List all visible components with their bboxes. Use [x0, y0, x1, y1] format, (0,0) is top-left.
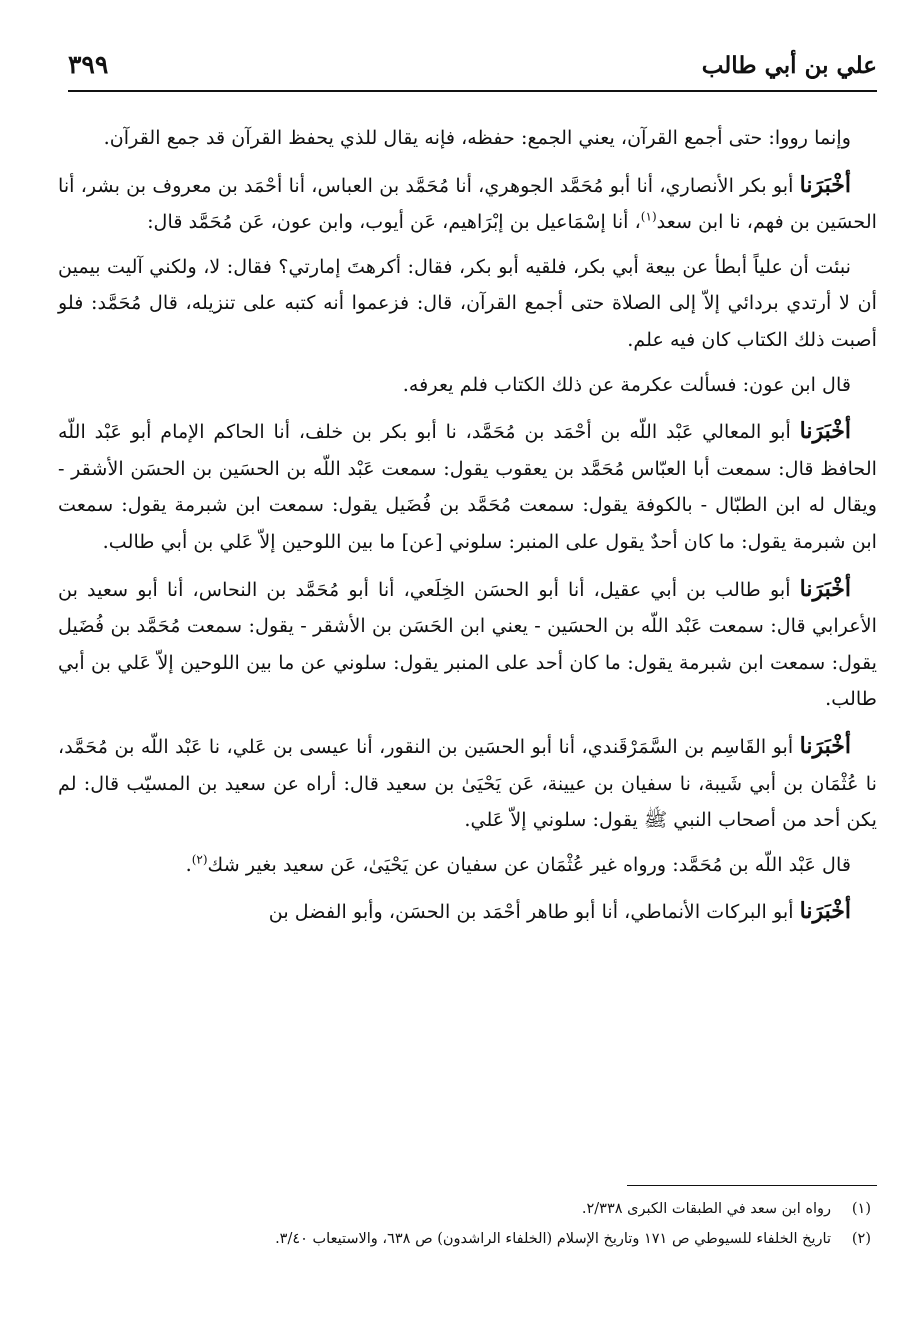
footnote-number: (١): [851, 1201, 871, 1217]
footnote-divider: [627, 1185, 877, 1186]
footnote-text: رواه ابن سعد في الطبقات الكبرى ٢/٣٣٨.: [581, 1201, 831, 1217]
narration-paragraph: [58, 728, 877, 839]
paragraph-text: نبئت أن علياً أبطأ عن بيعة أبي بكر، فلقيه أبو بكر، فقال: أكرهتَ إمارتي؟ فقال: لا، ولكني آليت بيمين أن لا أرتدي بردائي إلاّ إلى الصلاة حتى أجمع القرآن، قال: فزعموا أنه كتبه على تنزيله، قال مُحَمَّد: فلو أصبت ذلك الكتاب كان فيه علم.: [58, 254, 877, 351]
paragraph: [58, 847, 877, 884]
paragraph-text: أبو بكر الأنصاري، أنا أبو مُحَمَّد الجوهري، أنا مُحَمَّد بن العباس، أنا أحْمَد بن معروف بن بشر، أنا الحسَين بن فهم، نا ابن سعد: [58, 173, 877, 234]
footnote-item: [58, 1194, 871, 1224]
narration-paragraph: [58, 413, 877, 560]
paragraph-text: أبو البركات الأنماطي، أنا أبو طاهر أحْمَد بن الحسَن، وأبو الفضل بن: [268, 900, 800, 924]
footnote-item: [58, 1224, 871, 1254]
paragraph-text: ، أنا إسْمَاعيل بن إبْرَاهيم، عَن أيوب، وابن عون، عَن مُحَمَّد قال:: [147, 210, 641, 234]
paragraph-text: .: [185, 852, 192, 876]
paragraph-text: قال عَبْد اللّه بن مُحَمَّد: ورواه غير عُثْمَان عن سفيان عن يَحْيَىٰ، عَن سعيد بغير شك: [207, 852, 851, 876]
page-number: ٣٩٩: [68, 50, 109, 79]
paragraph: [58, 367, 877, 404]
footnote-number: (٢): [851, 1231, 871, 1247]
narration-lead-word: أخْبَرَنا: [799, 418, 851, 445]
narration-lead-word: أخْبَرَنا: [799, 575, 851, 602]
narration-paragraph: [58, 167, 877, 241]
page-header: [68, 46, 877, 92]
narration-lead-word: أخْبَرَنا: [799, 171, 851, 198]
narration-lead-word: أخْبَرَنا: [799, 898, 851, 925]
paragraph: [58, 120, 877, 157]
paragraph-text: أبو طالب بن أبي عقيل، أنا أبو الحسَن الخِلَعي، أنا أبو مُحَمَّد بن النحاس، أنا أبو سعيد بن الأعرابي قال: سمعت عَبْد اللّه بن الحسَين - يعني ابن الحَسَن بن الأشقر - يقول: سمعت مُحَمَّد بن فُضَيل يقول: سمعت ابن شبرمة يقول: ما كان أحد على المنبر يقول: سلوني عن ما بين اللوحين إلاّ عَلي بن أبي طالب.: [58, 577, 877, 711]
paragraph: [58, 249, 877, 359]
narration-paragraph: [58, 571, 877, 718]
narration-lead-word: أخْبَرَنا: [799, 732, 851, 759]
footnotes: [58, 1194, 871, 1254]
footnote-text: تاريخ الخلفاء للسيوطي ص ١٧١ وتاريخ الإسلام (الخلفاء الراشدون) ص ٦٣٨، والاستيعاب ٣/٤٠.: [275, 1231, 831, 1247]
running-title: علي بن أبي طالب: [701, 52, 877, 79]
paragraph-text: أبو القَاسِم بن السَّمَرْقَندي، أنا أبو الحسَين بن النقور، أنا عيسى بن عَلي، نا عَبْد اللّه بن مُحَمَّد، نا عُثْمَان بن أبي شَيبة، نا سفيان بن عيينة، عَن يَحْيَىٰ بن سعيد قال: أراه عن سعيد بن المسيّب قال: لم يكن أحد من أصحاب النبي ﷺ يقول: سلوني إلاّ عَلي.: [58, 734, 877, 832]
footnote-marker: (٢): [191, 852, 208, 867]
paragraph-text: أبو المعالي عَبْد اللّه بن أحْمَد بن مُحَمَّد، نا أبو بكر بن خلف، أنا الحاكم الإمام أبو عَبْد اللّه الحافظ قال: سمعت أبا العبّاس مُحَمَّد بن يعقوب يقول: سمعت عَبْد اللّه بن الحسَين بن الحسَن الأشقر - ويقال له ابن الطبّال - بالكوفة يقول: سمعت مُحَمَّد بن فُضَيل يقول: سمعت ابن شبرمة يقول: سمعت ابن شبرمة يقول: ما كان أحدٌ يقول على المنبر: سلوني [عن] ما بين اللوحين إلاّ عَلي بن أبي طالب.: [58, 420, 877, 553]
paragraph-text: وإنما رووا: حتى أجمع القرآن، يعني الجمع: حفظه، فإنه يقال للذي يحفظ القرآن قد جمع القرآن.: [103, 126, 851, 149]
footnote-marker: (١): [640, 209, 657, 224]
narration-paragraph: [58, 893, 877, 931]
main-text: [58, 120, 877, 931]
paragraph-text: قال ابن عون: فسألت عكرمة عن ذلك الكتاب فلم يعرفه.: [402, 372, 851, 396]
